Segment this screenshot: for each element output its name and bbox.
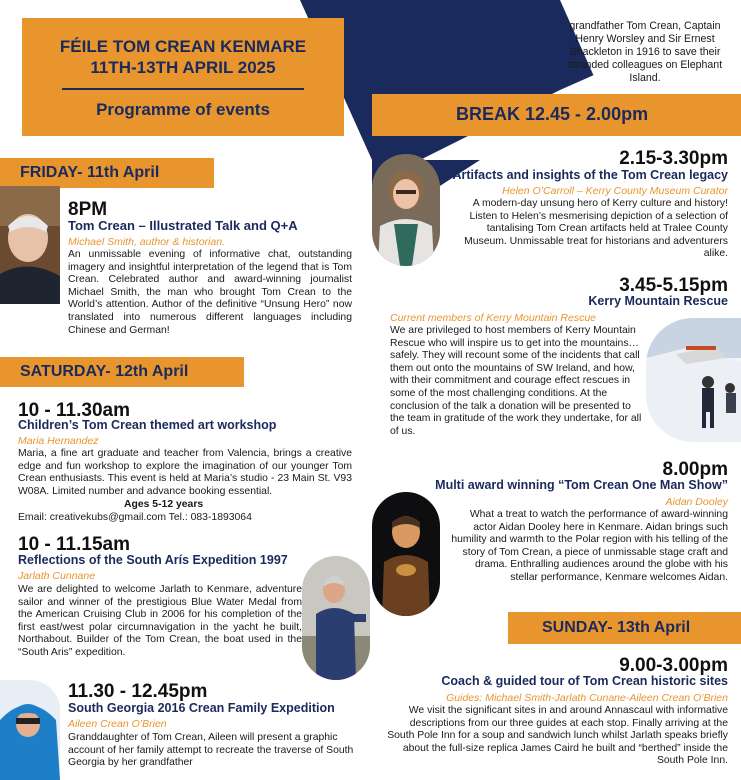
header-divider xyxy=(62,88,304,90)
break-banner xyxy=(372,94,741,136)
photo-mountain-rescue xyxy=(646,318,741,442)
sat-event3-description: Granddaughter of Tom Crean, Aileen will present a graphic account of her family attempt to recreate the traverse of South Georgia by her grandfather xyxy=(68,732,354,769)
header-title-line1: FÉILE TOM CREAN KENMARE xyxy=(59,37,307,56)
sat-aft2-presenter: Current members of Kerry Mountain Rescue xyxy=(390,312,596,324)
friday-banner-label: FRIDAY- 11th April xyxy=(20,164,160,181)
friday-time: 8PM xyxy=(68,199,108,220)
sat-event1-presenter: Maria Hernandez xyxy=(18,435,99,447)
sat-event3-presenter: Aileen Crean O’Brien xyxy=(68,718,167,730)
sat-aft2-time: 3.45-5.15pm xyxy=(619,275,728,296)
sat-event3-title: South Georgia 2016 Crean Family Expedition xyxy=(68,701,335,715)
sat-aft3-description: What a treat to watch the performance of award-winning actor Aidan Dooley here in Kenmare. Aidan brings such humility and warmth to the Polar region with his telling of the story of Tom Crean, a piece of unmissable stage craft and drama. Enthralling audiences around the globe with his stellar performance, Kenmare welcomes Aidan. xyxy=(451,509,728,583)
sat-aft1-presenter: Helen O’Carroll – Kerry County Museum Curator xyxy=(502,185,728,197)
sat-aft1-time: 2.15-3.30pm xyxy=(619,148,728,169)
header-box xyxy=(22,18,344,136)
header-title xyxy=(22,36,344,78)
break-banner-label: BREAK 12.45 - 2.00pm xyxy=(456,104,649,124)
sunday-time: 9.00-3.00pm xyxy=(619,655,728,676)
header-title-line2: 11TH-13TH APRIL 2025 xyxy=(90,58,276,77)
sat-aft1-description: A modern-day unsung hero of Kerry culture and history! Listen to Helen’s mesmerising depiction of a selection of tantalising Tom Crean artifacts held at Tralee County Museum. Unmissable treat for historians and adventurers alike. xyxy=(464,198,728,260)
photo-aileen-crean xyxy=(0,680,60,780)
saturday-banner-label: SATURDAY- 12th April xyxy=(20,363,189,380)
sunday-presenter: Guides: Michael Smith-Jarlath Cunane-Aileen Crean O’Brien xyxy=(446,692,728,704)
header-subtitle: Programme of events xyxy=(96,100,270,119)
sat-event1-ages: Ages 5-12 years xyxy=(124,499,204,510)
sat-event1-time: 10 - 11.30am xyxy=(18,400,130,421)
sat-aft2-description: We are privileged to host members of Kerry Mountain Rescue who will inspire us to get into the mountains…safely. They will recount some of the incidents that call them out onto the mountains of SW Ireland, and how, with their commitment and courage effect rescues in some of the most challenging conditions. At the conclusion of the talk a donation will be presented to the team in gratitude of the work they undertake, for all of us. xyxy=(390,325,642,437)
sat-event3-time: 11.30 - 12.45pm xyxy=(68,681,208,702)
photo-jarlath-cunnane xyxy=(302,556,370,680)
sunday-description: We visit the significant sites in and around Annascaul with informative descriptions from our three guides at each stop. Finally arriving at the South Pole Inn for a soup and sandwich lunch whilst Jarlath speaks briefly about the full-size replica James Caird he built and “berthed” inside the South Pole Inn. xyxy=(387,705,728,767)
sunday-title: Coach & guided tour of Tom Crean historic sites xyxy=(441,674,728,688)
sat-event2-time: 10 - 11.15am xyxy=(18,534,130,555)
sat-aft1-title: Artifacts and insights of the Tom Crean legacy xyxy=(452,168,728,182)
sat-event2-title: Reflections of the South Arís Expedition 1997 xyxy=(18,553,288,567)
friday-presenter: Michael Smith, author & historian. xyxy=(68,236,225,248)
sat-aft3-presenter: Aidan Dooley xyxy=(665,496,728,508)
sat-event1-description: Maria, a fine art graduate and teacher from Valencia, brings a creative edge and fun workshop to explore the imagination of our younger Tom Crean enthusiasts. This event is held at Maria’s studio - 23 Main St. V93 W08A. Limited number and advance booking essential. xyxy=(18,448,352,497)
sat-event2-description: We are delighted to welcome Jarlath to Kenmare, adventure sailor and winner of the prestigious Blue Water Medal from the American Cruising Club in 2006 for his completion of the first east/west polar circumnavigation in the yacht he built, Northabout. Builder of the Tom Crean, the boat used in the “South Aris” expedition. xyxy=(18,584,302,658)
sat-aft3-time: 8.00pm xyxy=(662,459,728,480)
sat-event2-presenter: Jarlath Cunnane xyxy=(18,570,96,582)
friday-description: An unmissable evening of informative chat, outstanding imagery and insightful interpretation of the legend that is Tom Crean. Celebrated author and award-winning journalist Michael Smith, the man who brought Tom Crean to the World’s attention. Author of the definitive “Unsung Hero” now translated into numerous different languages including Chinese and German! xyxy=(68,249,352,336)
sat-event1-contact: Email: creativekubs@gmail.com Tel.: 083-1893064 xyxy=(18,512,252,523)
photo-aidan-dooley xyxy=(372,492,440,616)
sunday-banner xyxy=(508,612,741,644)
sat-event1-title: Children’s Tom Crean themed art workshop xyxy=(18,418,277,432)
intro-fragment: grandfather Tom Crean, Captain Henry Worsley and Sir Ernest Shackleton in 1916 to save their stranded colleagues on Elephant Island. xyxy=(567,20,723,84)
sat-aft2-title: Kerry Mountain Rescue xyxy=(588,294,728,308)
friday-event-title: Tom Crean – Illustrated Talk and Q+A xyxy=(68,218,298,233)
friday-banner xyxy=(0,158,214,188)
sat-aft3-title: Multi award winning “Tom Crean One Man Show” xyxy=(435,478,728,492)
sunday-banner-label: SUNDAY- 13th April xyxy=(542,619,691,636)
photo-michael-smith xyxy=(0,186,60,304)
saturday-banner xyxy=(0,357,244,387)
